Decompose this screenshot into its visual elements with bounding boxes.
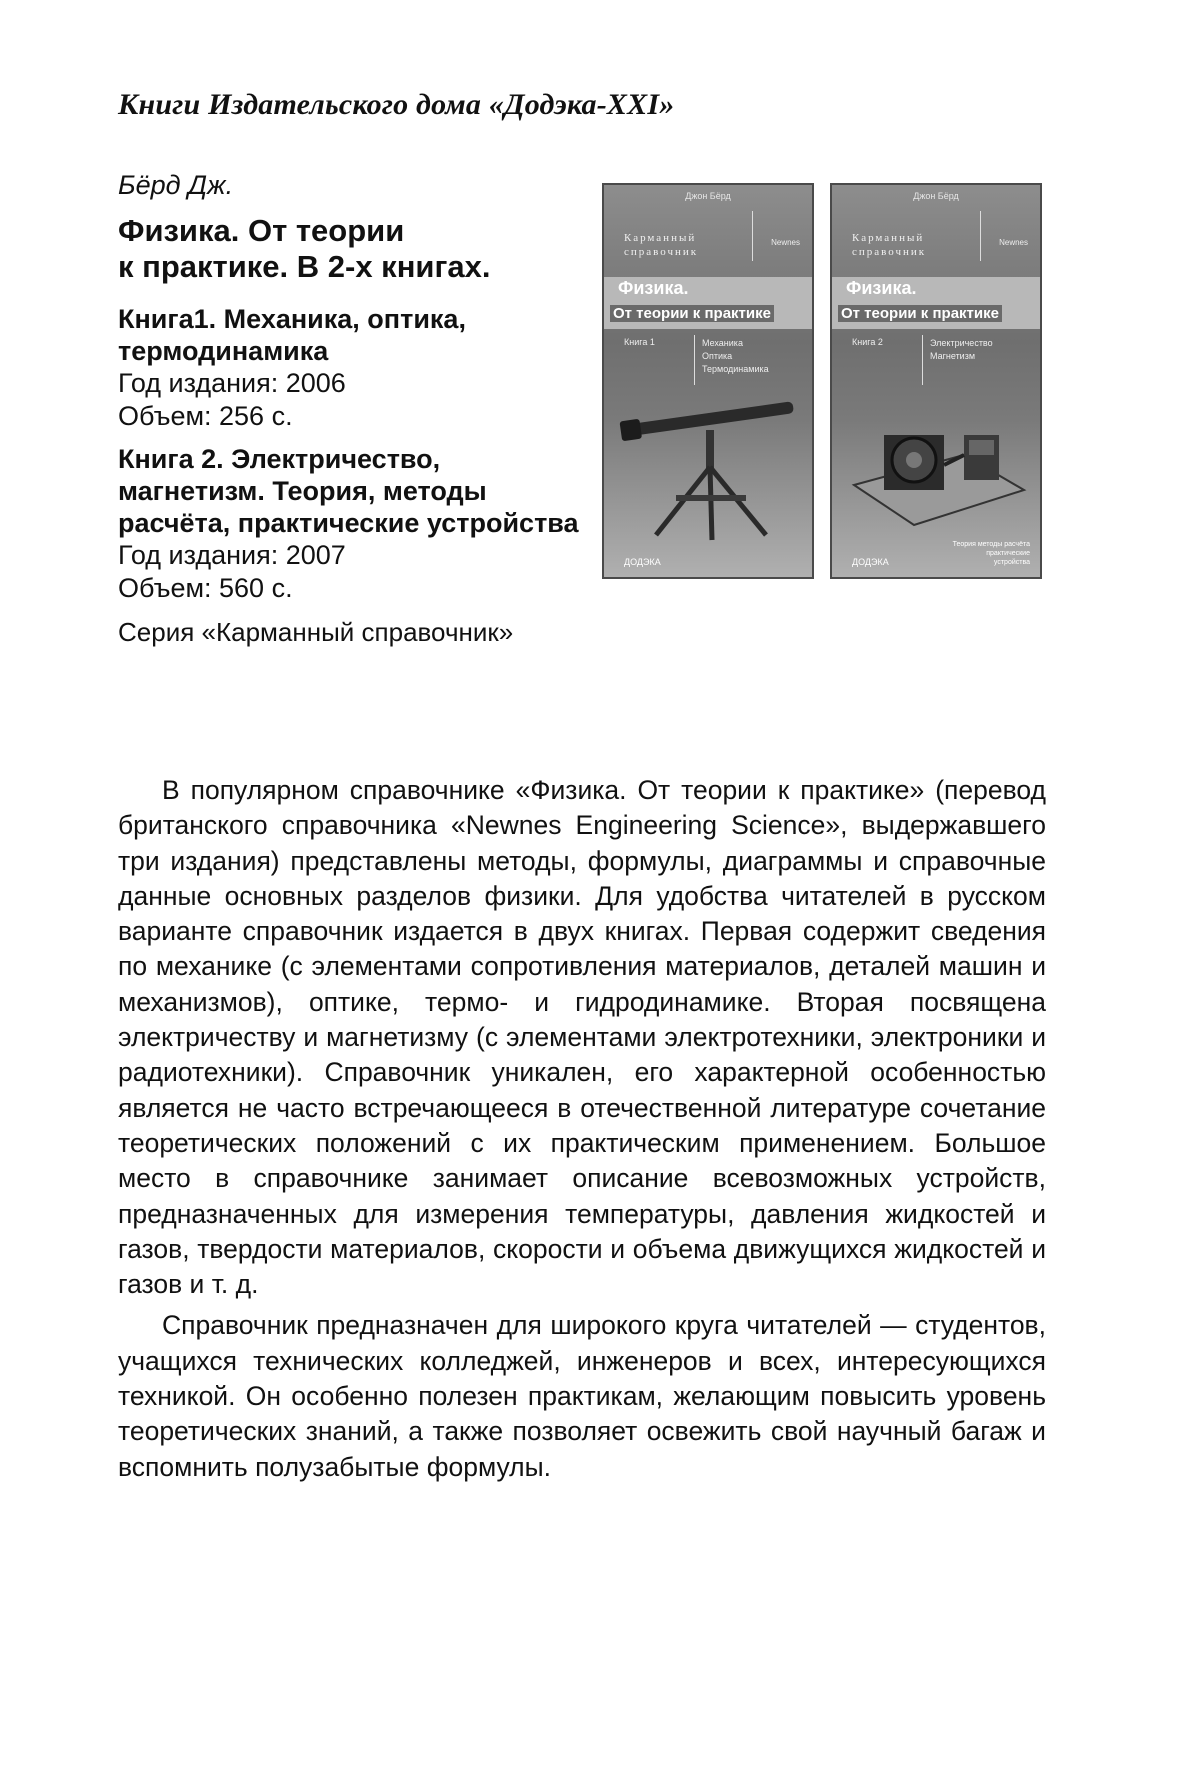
volume-2-pages: Объем: 560 с. — [118, 573, 293, 603]
book-covers — [602, 183, 1048, 579]
book-title-line-1: Физика. От теории — [118, 213, 405, 248]
cover-1-publisher: ДОДЭКА — [624, 557, 661, 567]
cover-2-note: Теория методы расчёта практические устройства — [952, 541, 1030, 566]
book-title — [118, 213, 588, 285]
cover-book-1 — [602, 183, 814, 579]
book-title-line-2: к практике. В 2-х книгах. — [118, 249, 491, 284]
cover-1-topics: Механика Оптика Термодинамика — [702, 338, 769, 374]
description — [118, 773, 1046, 1491]
volume-2-year: Год издания: 2007 — [118, 540, 346, 570]
description-paragraph-1: В популярном справочнике «Физика. От теории к практике» (перевод британского справочника «Newnes Engineering Science», выдержавшего три издания) представлены методы, формулы, диаграммы и справочные данные основных разделов физики. Для удобства читателей в русском варианте справочник издается в двух книгах. Первая содержит сведения по механике (с элементами сопротивления материалов, деталей машин и механизмов), оптике, термо- и гидродинамике. Вторая посвящена электричеству и магнетизму (с элементами электротехники, электроники и радиотехники). Справочник уникален, его характерной особенностью является не часто встречающееся в отечественной литературе сочетание теоретических положений с их практическим применением. Большое место в справочнике занимает описание всевозможных устройств, предназначенных для измерения температуры, давления жидкостей и газов, твердости материалов, скорости и объема движущихся жидкостей и газов и т. д. — [118, 775, 1046, 1300]
cover-2-book-number: Книга 2 — [852, 337, 883, 347]
cover-2-logo: Newnes — [999, 238, 1028, 247]
cover-2-publisher: ДОДЭКА — [852, 557, 889, 567]
volume-2-title: Книга 2. Электричество, магнетизм. Теория, методы расчёта, практические устройства — [118, 444, 579, 538]
cover-1-series: Карманный справочник — [624, 232, 699, 258]
cover-2-author: Джон Бёрд — [913, 191, 959, 201]
telescope-image — [616, 395, 802, 545]
cover-2-series: Карманный справочник — [852, 232, 927, 258]
electric-machine-image — [844, 395, 1030, 545]
cover-1-subtitle: От теории к практике — [610, 305, 774, 322]
cover-1-logo: Newnes — [771, 238, 800, 247]
volume-2 — [118, 443, 588, 605]
cover-2-topics: Электричество Магнетизм — [930, 338, 993, 361]
volume-1-year: Год издания: 2006 — [118, 368, 346, 398]
volume-1-pages: Объем: 256 с. — [118, 401, 293, 431]
cover-book-2 — [830, 183, 1042, 579]
cover-1-book-number: Книга 1 — [624, 337, 655, 347]
book-series: Серия «Карманный справочник» — [118, 617, 514, 647]
cover-1-title: Физика. — [618, 278, 689, 298]
cover-2-title: Физика. — [846, 278, 917, 298]
book-info — [118, 170, 588, 649]
book-author: Бёрд Дж. — [118, 170, 234, 200]
cover-1-author: Джон Бёрд — [685, 191, 731, 201]
volume-1 — [118, 303, 588, 433]
cover-2-subtitle: От теории к практике — [838, 305, 1002, 322]
description-paragraph-2: Справочник предназначен для широкого круга читателей — студентов, учащихся технических колледжей, инженеров и всех, интересующихся техникой. Он особенно полезен практикам, желающим повысить уровень теоретических знаний, а также позволяет освежить свой научный багаж и вспомнить полузабытые формулы. — [118, 1310, 1046, 1482]
page-header-title: Книги Издательского дома «Додэка-XXI» — [118, 88, 675, 121]
volume-1-title: Книга1. Механика, оптика, термодинамика — [118, 304, 466, 366]
